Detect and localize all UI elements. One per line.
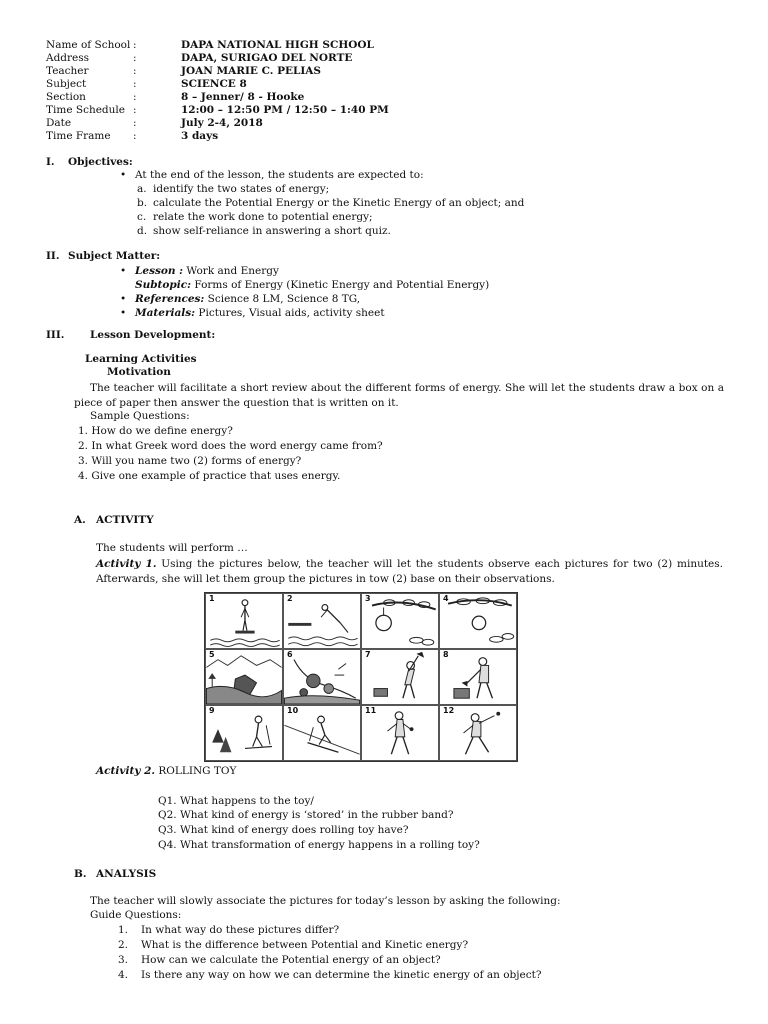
objective-text: relate the work done to potential energy; xyxy=(153,211,373,223)
objective-text: calculate the Potential Energy or the Kinetic Energy of an object; and xyxy=(153,197,525,209)
header-value: JOAN MARIE C. PELIAS xyxy=(181,65,321,77)
guide-question: What is the difference between Potential and Kinetic energy? xyxy=(141,939,469,951)
header-label: Date xyxy=(46,117,72,129)
picture-number: 2 xyxy=(287,594,293,603)
guide-question: Is there any way on how we can determine the kinetic energy of an object? xyxy=(141,969,542,981)
activity1-paragraph xyxy=(96,557,723,587)
subtopic-line xyxy=(135,280,489,291)
skier-on-slope-picture xyxy=(206,706,282,760)
activity-picture-grid xyxy=(204,592,518,762)
bullet: • xyxy=(120,169,127,181)
header-colon: : xyxy=(133,39,137,51)
activity2-text: ROLLING TOY xyxy=(155,765,237,777)
header-colon: : xyxy=(133,52,137,64)
section-heading-subject-matter: Subject Matter: xyxy=(68,250,161,262)
sample-question: 4. Give one example of practice that uses energy. xyxy=(78,470,341,482)
picture-cell xyxy=(439,705,517,761)
header-row-time-frame xyxy=(46,131,646,144)
picture-cell xyxy=(439,593,517,649)
activity-intro: The students will perform … xyxy=(96,542,248,554)
header-label: Teacher xyxy=(46,65,89,77)
references-value: Science 8 LM, Science 8 TG, xyxy=(204,293,361,305)
picture-cell xyxy=(283,593,361,649)
subsection-letter: A. xyxy=(74,514,86,526)
objective-text: identify the two states of energy; xyxy=(153,183,330,195)
man-chopping-wood-picture xyxy=(440,650,516,704)
analysis-heading: ANALYSIS xyxy=(96,868,157,880)
guide-question-number: 2. xyxy=(118,939,129,951)
objective-letter: c. xyxy=(137,211,147,223)
activity2-label: Activity 2. xyxy=(96,765,156,777)
header-colon: : xyxy=(133,65,137,77)
picture-number: 5 xyxy=(209,650,215,659)
bullet: • xyxy=(120,293,127,305)
section-numeral: II. xyxy=(46,250,60,262)
objective-letter: a. xyxy=(137,183,147,195)
picture-cell xyxy=(283,649,361,705)
subsection-letter: B. xyxy=(74,868,87,880)
header-label: Subject xyxy=(46,78,87,90)
bullet: • xyxy=(120,307,127,319)
activity1-text: Using the pictures below, the teacher will let the students observe each pictures for two (2) minutes. Afterwards, she will let them group the pictures in tow (2) base on their observations. xyxy=(96,558,723,585)
header-value: July 2-4, 2018 xyxy=(181,117,263,129)
picture-cell xyxy=(283,705,361,761)
guide-question-number: 4. xyxy=(118,969,129,981)
picture-number: 7 xyxy=(365,650,371,659)
activity2-line xyxy=(96,766,236,777)
lesson-value: Work and Energy xyxy=(183,265,279,277)
header-label: Name of School xyxy=(46,39,131,51)
picture-cell xyxy=(361,705,439,761)
header-value: DAPA NATIONAL HIGH SCHOOL xyxy=(181,39,374,51)
apple-falling-picture xyxy=(440,594,516,648)
guide-question: In what way do these pictures differ? xyxy=(141,924,340,936)
picture-number: 10 xyxy=(287,706,299,715)
header-colon: : xyxy=(133,130,137,142)
subtopic-value: Forms of Energy (Kinetic Energy and Potential Energy) xyxy=(191,279,490,291)
baseball-pitcher-throwing-picture xyxy=(440,706,516,760)
picture-cell xyxy=(361,593,439,649)
picture-number: 8 xyxy=(443,650,449,659)
motivation-heading: Motivation xyxy=(107,366,171,378)
activity2-question: Q2. What kind of energy is ‘stored’ in the rubber band? xyxy=(158,809,454,821)
baseball-pitcher-windup-picture xyxy=(362,706,438,760)
guide-question-number: 1. xyxy=(118,924,129,936)
section-heading-objectives: Objectives: xyxy=(68,156,133,168)
header-value: SCIENCE 8 xyxy=(181,78,247,90)
apple-on-branch-picture xyxy=(362,594,438,648)
section-numeral: III. xyxy=(46,329,65,341)
lesson-line xyxy=(135,266,279,277)
picture-cell xyxy=(439,649,517,705)
picture-cell xyxy=(205,705,283,761)
objectives-intro: At the end of the lesson, the students are expected to: xyxy=(135,169,424,181)
diver-on-board-picture xyxy=(206,594,282,648)
header-colon: : xyxy=(133,78,137,90)
header-label: Address xyxy=(46,52,90,64)
header-value: 12:00 – 12:50 PM / 12:50 – 1:40 PM xyxy=(181,104,389,116)
subtopic-label: Subtopic: xyxy=(135,279,192,291)
materials-line xyxy=(135,308,385,319)
activity-heading: ACTIVITY xyxy=(96,514,154,526)
guide-question: How can we calculate the Potential energy of an object? xyxy=(141,954,441,966)
activity2-question: Q3. What kind of energy does rolling toy have? xyxy=(158,824,409,836)
references-line xyxy=(135,294,360,305)
picture-cell xyxy=(361,649,439,705)
learning-activities-heading: Learning Activities xyxy=(85,353,197,365)
sample-question: 1. How do we define energy? xyxy=(78,425,233,437)
activity2-question: Q4. What transformation of energy happens in a rolling toy? xyxy=(158,839,480,851)
lesson-label: Lesson : xyxy=(135,265,184,277)
picture-number: 6 xyxy=(287,650,293,659)
references-label: References: xyxy=(135,293,205,305)
section-heading-lesson-development: Lesson Development: xyxy=(90,329,216,341)
analysis-intro: The teacher will slowly associate the pictures for today’s lesson by asking the following: xyxy=(90,895,561,907)
header-label: Time Frame xyxy=(46,130,111,142)
activity1-label: Activity 1. xyxy=(96,558,157,570)
rockslide-picture xyxy=(284,650,360,704)
materials-label: Materials: xyxy=(135,307,196,319)
objective-letter: b. xyxy=(137,197,148,209)
objective-letter: d. xyxy=(137,225,148,237)
picture-number: 4 xyxy=(443,594,449,603)
picture-number: 3 xyxy=(365,594,371,603)
picture-number: 12 xyxy=(443,706,455,715)
guide-questions-label: Guide Questions: xyxy=(90,909,182,921)
boulder-on-cliff-picture xyxy=(206,650,282,704)
sample-questions-label: Sample Questions: xyxy=(90,410,190,422)
picture-number: 1 xyxy=(209,594,215,603)
diver-diving-picture xyxy=(284,594,360,648)
skier-downhill-picture xyxy=(284,706,360,760)
guide-question-number: 3. xyxy=(118,954,129,966)
man-raising-axe-picture xyxy=(362,650,438,704)
sample-question: 2. In what Greek word does the word energy came from? xyxy=(78,440,383,452)
sample-question: 3. Will you name two (2) forms of energy? xyxy=(78,455,302,467)
header-colon: : xyxy=(133,104,137,116)
header-colon: : xyxy=(133,91,137,103)
picture-number: 9 xyxy=(209,706,215,715)
header-label: Section xyxy=(46,91,86,103)
header-value: DAPA, SURIGAO DEL NORTE xyxy=(181,52,353,64)
objective-text: show self-reliance in answering a short quiz. xyxy=(153,225,391,237)
materials-value: Pictures, Visual aids, activity sheet xyxy=(195,307,385,319)
bullet: • xyxy=(120,265,127,277)
picture-number: 11 xyxy=(365,706,377,715)
header-colon: : xyxy=(133,117,137,129)
header-label: Time Schedule xyxy=(46,104,125,116)
section-numeral: I. xyxy=(46,156,55,168)
activity2-question: Q1. What happens to the toy/ xyxy=(158,795,314,807)
header-value: 3 days xyxy=(181,130,219,142)
picture-cell xyxy=(205,593,283,649)
header-value: 8 – Jenner/ 8 - Hooke xyxy=(181,91,305,103)
motivation-paragraph: The teacher will facilitate a short review about the different forms of energy. She will let the students draw a box on a piece of paper then answer the question that is written on it. xyxy=(74,382,724,409)
picture-cell xyxy=(205,649,283,705)
